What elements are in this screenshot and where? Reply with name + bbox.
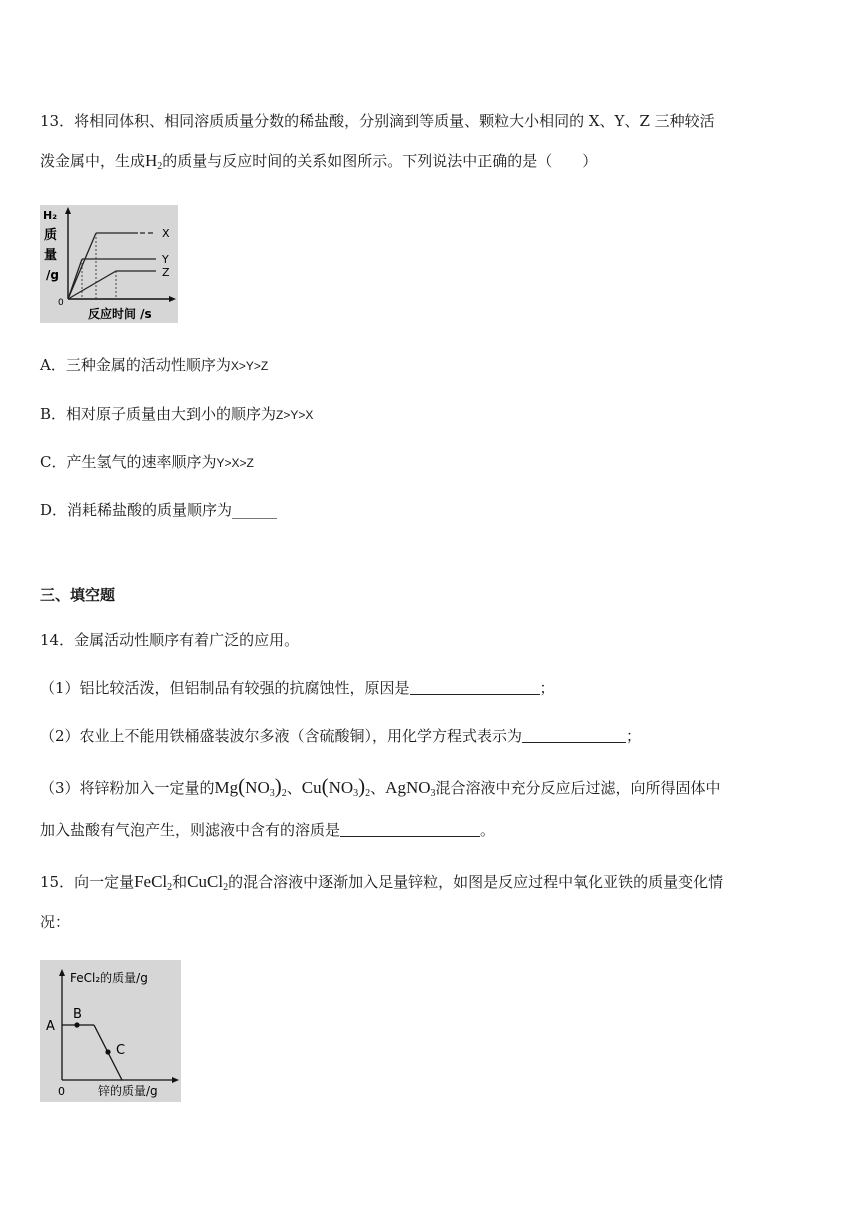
- q15-xlabel: 锌的质量/g: [98, 1084, 158, 1098]
- fecl2-formula: FeCl$_2$: [134, 872, 173, 893]
- mg-no3-formula: $Mg(NO_3)_2$: [214, 774, 287, 799]
- q13-origin: 0: [58, 298, 64, 308]
- q13-curve-y-rise: [68, 259, 82, 299]
- q13-line2: 泼金属中，生成$H_2$的质量与反应时间的关系如图所示。下列说法中正确的是（ ）: [40, 151, 598, 172]
- q13-curve-x-rise: [68, 233, 96, 299]
- q15-label-b: B: [73, 1007, 82, 1022]
- q15-label-c: C: [116, 1043, 126, 1058]
- agno3-formula: AgNO$_3$: [385, 778, 436, 799]
- q14-part3: （3）将锌粉加入一定量的$Mg(NO_3)_2$、$Cu(NO_3)_2$、AgNO$_3$混合溶液中充分反应后过滤，向所得固体中: [40, 774, 721, 799]
- q13-chart: [40, 205, 178, 323]
- q13-option-a[interactable]: A．三种金属的活动性顺序为X>Y>Z: [40, 356, 269, 374]
- q13-line1: 13．将相同体积、相同溶质质量分数的稀盐酸，分别滴到等质量、颗粒大小相同的 X、Y、Z 三种较活: [40, 112, 715, 130]
- q13-label-x: X: [162, 227, 170, 240]
- q13-ylabel-1: 质: [44, 228, 58, 243]
- q15-point-c: [105, 1049, 110, 1054]
- q13-label-z: Z: [162, 266, 170, 279]
- q13-option-b[interactable]: B．相对原子质量由大到小的顺序为Z>Y>X: [40, 405, 314, 423]
- q14-blank-2[interactable]: [522, 726, 626, 743]
- cucl2-formula: CuCl$_2$: [187, 872, 229, 893]
- q15-label-a: A: [46, 1019, 55, 1034]
- q14-blank-1[interactable]: [410, 678, 540, 695]
- q13-option-c[interactable]: C．产生氢气的速率顺序为Y>X>Z: [40, 453, 254, 471]
- q14-part2: （2）农业上不能用铁桶盛装波尔多液（含硫酸铜），用化学方程式表示为 ；: [40, 727, 642, 745]
- q15-line2: 况：: [40, 913, 71, 931]
- q15-point-b: [74, 1022, 79, 1027]
- q13-ylabel-top: H₂: [43, 209, 58, 222]
- q13-xlabel: 反应时间 /s: [88, 307, 152, 321]
- q15-ylabel: FeCl₂的质量/g: [70, 971, 148, 985]
- q13-option-d[interactable]: D．消耗稀盐酸的质量顺序为______: [40, 501, 278, 519]
- h2-formula: $H_2$: [145, 151, 163, 172]
- q14-part1: （1）铝比较活泼，但铝制品有较强的抗腐蚀性，原因是 ；: [40, 679, 555, 697]
- q13-ylabel-3: /g: [46, 268, 59, 282]
- q13-ylabel-2: 量: [44, 248, 58, 263]
- q15-line1: 15．向一定量FeCl$_2$和CuCl$_2$的混合溶液中逐渐加入足量锌粒，如图是反应过程中氧化亚铁的质量变化情: [40, 872, 724, 893]
- section-title: 三、填空题: [40, 586, 116, 604]
- q15-chart: [40, 960, 181, 1102]
- q14-stem: 14．金属活动性顺序有着广泛的应用。: [40, 631, 300, 649]
- q13-curve-z-rise: [68, 271, 116, 299]
- q13-label-y: Y: [162, 253, 169, 266]
- q13-figure: [40, 205, 178, 323]
- q15-figure: [40, 960, 181, 1102]
- q14-part3-cont: 加入盐酸有气泡产生，则滤液中含有的溶质是 。: [40, 821, 496, 839]
- cu-no3-formula: $Cu(NO_3)_2$: [301, 774, 371, 799]
- q15-origin: 0: [58, 1085, 65, 1098]
- q14-blank-3[interactable]: [340, 820, 480, 837]
